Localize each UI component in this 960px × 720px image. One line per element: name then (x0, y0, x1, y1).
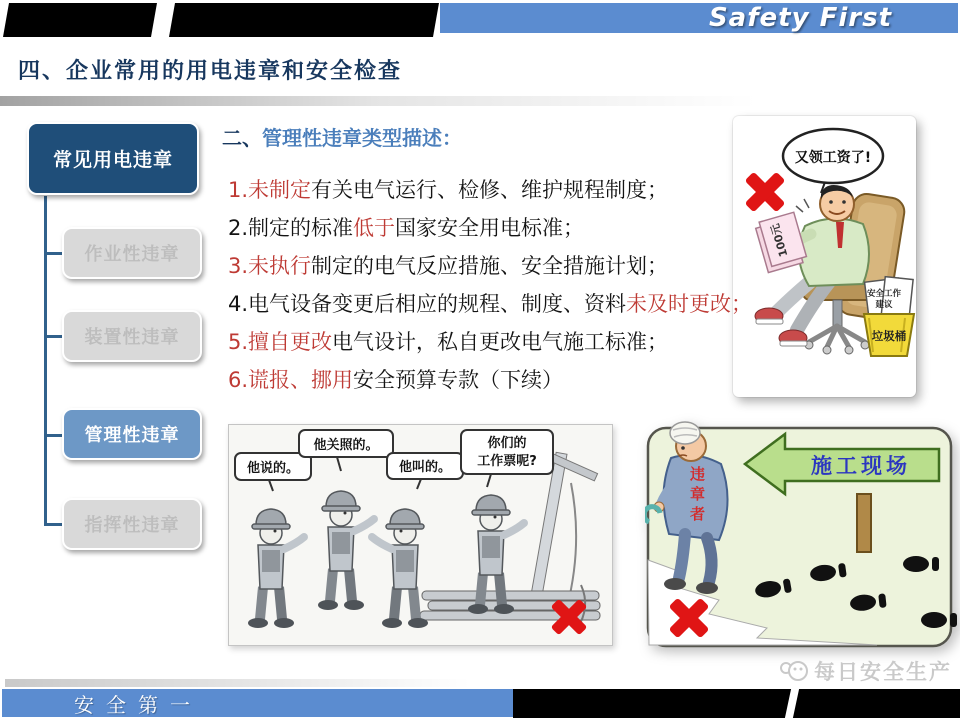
violation-item-1: 1.未制定 有关电气运行、检修、维护规程制度； (228, 178, 669, 202)
sidebar-root-node (27, 122, 199, 195)
illustration-workers-card (228, 424, 613, 646)
violation-item-2: 2.制定的标准 低于 国家安全用电标准； (228, 216, 585, 240)
section-heading (222, 122, 462, 151)
header-black-bar-mid (169, 3, 439, 37)
header-blue-banner (440, 3, 958, 33)
suggestion-paper-text-2: 建议 (875, 300, 893, 310)
title-divider (0, 96, 756, 106)
violation-item-4: 4.电气设备变更后相应的规程、制度、资料 未及时更改； (228, 292, 753, 316)
svg-text:他说的。: 他说的。 (246, 461, 300, 476)
svg-text:你们的: 你们的 (487, 436, 527, 451)
page-title: 四、企业常用的用电违章和安全检查 (18, 59, 403, 84)
sidebar-item-label: 作业性违章 (84, 244, 180, 265)
section-heading-number: 二、 (222, 126, 262, 150)
trash-bin (864, 277, 914, 356)
salary-speech-bubble (783, 129, 883, 193)
sidebar-item-device-violation (62, 310, 202, 362)
sidebar-item-command-violation (62, 498, 202, 550)
site-cartoon (645, 402, 957, 660)
money-label: 100元 (768, 222, 791, 259)
banner-slogan: Safety First (708, 3, 892, 33)
violation-item-5: 5.擅自更改 电气设计，私自更改电气施工标准； (228, 330, 669, 354)
suggestion-paper-text-1: 安全工作 (866, 289, 902, 299)
workers-cartoon (229, 425, 612, 645)
svg-text:他叫的。: 他叫的。 (398, 460, 452, 475)
sidebar-connector-stub (44, 335, 64, 338)
violator-back-label: 违章者 (688, 466, 706, 526)
sidebar-item-label: 管理性违章 (84, 425, 180, 446)
salary-bubble-text: 又领工资了! (794, 150, 872, 166)
owl-logo-icon (779, 658, 809, 684)
sidebar-connector-stub (44, 523, 64, 526)
sidebar-item-operation-violation (62, 227, 202, 279)
svg-text:他关照的。: 他关照的。 (313, 438, 379, 453)
sidebar-connector-stub (44, 434, 64, 437)
man-head (820, 185, 854, 221)
violation-item-3: 3.未执行 制定的电气反应措施、安全措施计划； (228, 254, 669, 278)
header-black-bar-left (3, 3, 157, 37)
salary-cartoon (733, 116, 916, 397)
sidebar-item-label: 指挥性违章 (84, 515, 180, 536)
bin-label: 垃圾桶 (871, 329, 907, 343)
site-sign-text: 施工现场 (811, 454, 911, 478)
svg-text:工作票呢?: 工作票呢? (477, 454, 537, 469)
illustration-site-card (645, 402, 957, 660)
watermark (779, 656, 952, 686)
motion-marks (796, 199, 809, 212)
illustration-salary-card (733, 116, 916, 397)
footer-black-bar (513, 689, 960, 718)
sidebar-item-label: 装置性违章 (84, 327, 180, 348)
section-heading-text: 管理性违章类型描述： (262, 126, 462, 150)
violation-list (228, 170, 752, 398)
footer-gradient-strip (5, 679, 470, 687)
sidebar-connector-stub (44, 252, 64, 255)
violation-item-6: 6.谎报、挪用 安全预算专款（下续） (228, 368, 564, 392)
footer-blue-bar (2, 689, 513, 717)
footer-slogan: 安全第一 (74, 692, 202, 717)
sidebar-item-management-violation (62, 408, 202, 460)
sidebar-connector-vertical (44, 196, 47, 524)
watermark-text: 每日安全生产 (814, 660, 952, 684)
sidebar-root-label: 常见用电违章 (52, 149, 173, 171)
money-papers (754, 212, 807, 272)
